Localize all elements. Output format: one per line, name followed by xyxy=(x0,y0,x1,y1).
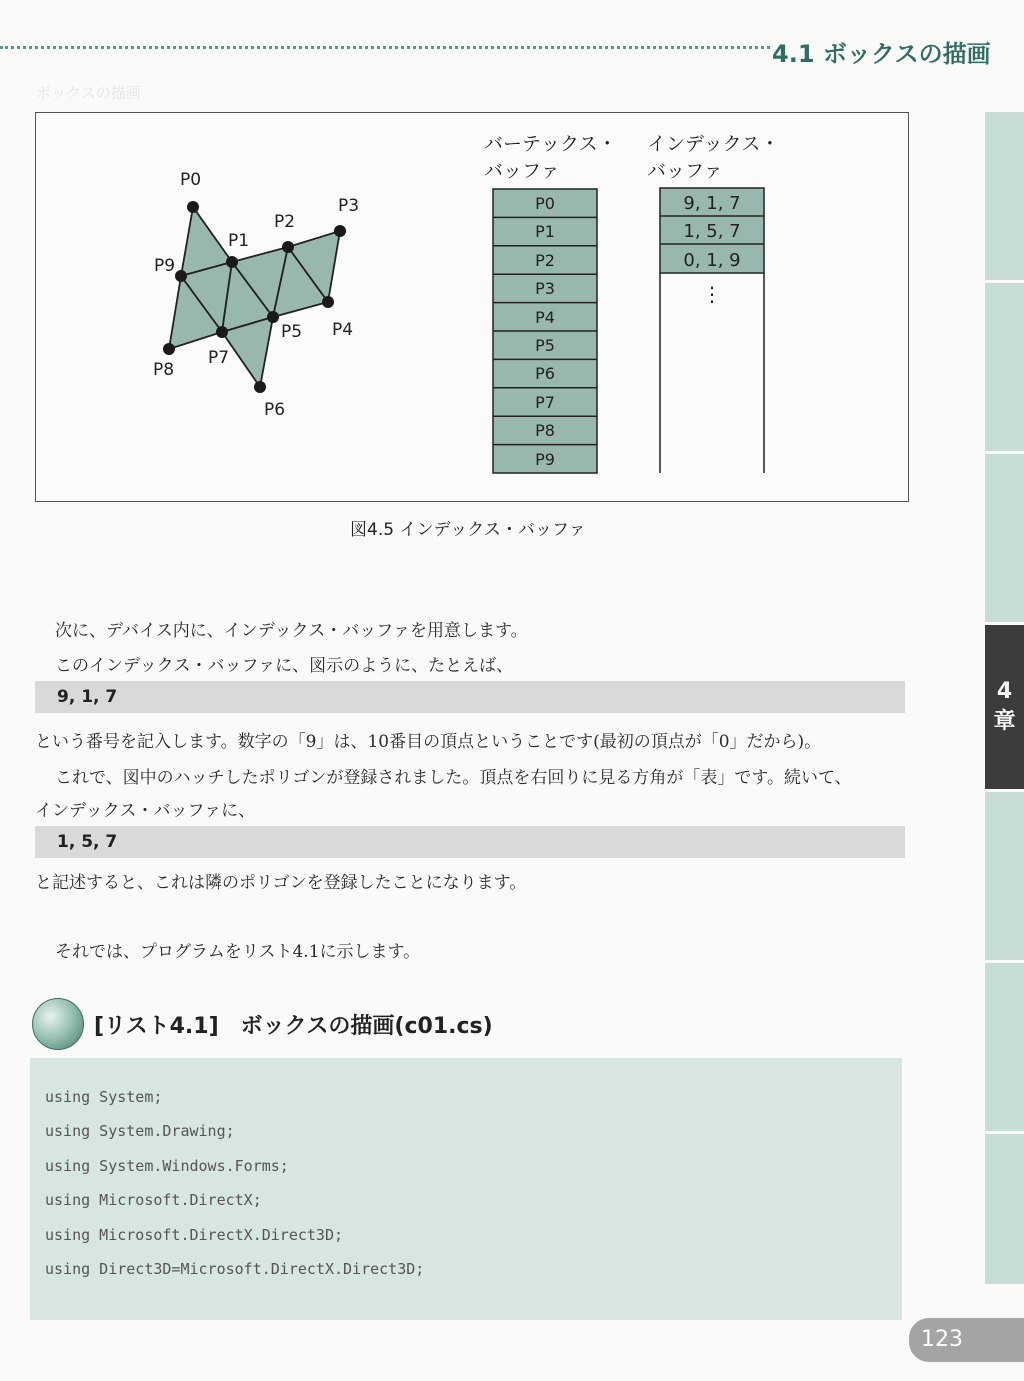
vertex-cell-6: P6 xyxy=(535,364,555,383)
vertex-buffer-title-line1: バーテックス・ xyxy=(484,133,617,155)
vertex-p1 xyxy=(226,256,238,268)
vertex-cell-8: P8 xyxy=(535,421,555,440)
tab-chapter-3 xyxy=(985,454,1024,625)
figure-caption: 図4.5 インデックス・バッファ xyxy=(350,520,586,540)
index-cell-1: 1, 5, 7 xyxy=(683,221,741,242)
label-p8: P8 xyxy=(153,360,175,380)
page-number: 123 xyxy=(909,1318,1024,1362)
paragraph-1: 次に、デバイス内に、インデックス・バッファを用意します。 xyxy=(55,621,528,641)
tab-chapter-6 xyxy=(985,963,1024,1134)
index-cell-2: 0, 1, 9 xyxy=(683,250,741,271)
paragraph-2: このインデックス・バッファに、図示のように、たとえば、 xyxy=(55,656,514,676)
label-p7: P7 xyxy=(208,348,230,368)
code-snippet-2: 1, 5, 7 xyxy=(35,826,905,858)
vertex-cell-4: P4 xyxy=(535,308,555,327)
index-cell-0: 9, 1, 7 xyxy=(683,193,741,214)
label-p0: P0 xyxy=(180,170,202,190)
ghost-show-through-text: ボックスの描画 xyxy=(36,84,141,102)
vertex-cell-0: P0 xyxy=(535,194,555,213)
tab-chapter-4[interactable] xyxy=(985,625,1024,792)
vertex-cell-1: P1 xyxy=(535,222,555,241)
vertex-p9 xyxy=(175,270,187,282)
vertex-p4 xyxy=(322,296,334,308)
vertex-p3 xyxy=(334,225,346,237)
mesh-polygons xyxy=(169,207,340,387)
code-snippet-1: 9, 1, 7 xyxy=(35,681,905,713)
label-p3: P3 xyxy=(338,196,360,216)
vertex-cell-5: P5 xyxy=(535,336,555,355)
code-line: using Microsoft.DirectX.Direct3D; xyxy=(45,1226,344,1244)
paragraph-4: これで、図中のハッチしたポリゴンが登録されました。頂点を右回りに見る方角が「表」です。続いて、 xyxy=(55,768,852,788)
vertex-p6 xyxy=(254,381,266,393)
code-line: using System.Windows.Forms; xyxy=(45,1157,289,1175)
listing-title: [リスト4.1] ボックスの描画(c01.cs) xyxy=(94,1013,493,1039)
paragraph-7: それでは、プログラムをリスト4.1に示します。 xyxy=(55,942,421,962)
vertex-cell-9: P9 xyxy=(535,450,555,469)
chapter-number: 4 xyxy=(996,679,1013,704)
chapter-tabs xyxy=(985,112,1024,1287)
vertex-p2 xyxy=(282,241,294,253)
label-p4: P4 xyxy=(332,320,354,340)
code-listing xyxy=(30,1058,902,1320)
vertex-p0 xyxy=(187,201,199,213)
index-buffer-title-line2: バッファ xyxy=(647,160,723,182)
label-p9: P9 xyxy=(154,256,176,276)
index-buffer xyxy=(660,188,764,473)
label-p2: P2 xyxy=(274,212,296,232)
code-line: using System.Drawing; xyxy=(45,1122,235,1140)
vertex-cell-3: P3 xyxy=(535,279,555,298)
listing-header xyxy=(32,998,493,1050)
code-line: using Microsoft.DirectX; xyxy=(45,1191,262,1209)
tab-chapter-2 xyxy=(985,283,1024,454)
label-p6: P6 xyxy=(264,400,286,420)
vertex-p8 xyxy=(163,343,175,355)
index-ellipsis: ⋮ xyxy=(702,282,722,306)
tab-chapter-7 xyxy=(985,1134,1024,1287)
code-line: using System; xyxy=(45,1088,163,1106)
paragraph-3: という番号を記入します。数字の「9」は、10番目の頂点ということです(最初の頂点が「0」だから)。 xyxy=(35,732,822,752)
vertex-cell-7: P7 xyxy=(535,393,555,412)
label-p5: P5 xyxy=(281,322,303,342)
code-line: using Direct3D=Microsoft.DirectX.Direct3D; xyxy=(45,1260,425,1278)
vertex-buffer-title-line2: バッファ xyxy=(484,160,560,182)
paragraph-6: と記述すると、これは隣のポリゴンを登録したことになります。 xyxy=(35,873,527,893)
figure-diagram xyxy=(36,113,908,501)
tab-chapter-1 xyxy=(985,112,1024,283)
label-p1: P1 xyxy=(228,231,250,251)
section-title: 4.1 ボックスの描画 xyxy=(772,40,991,68)
listing-bullet-icon xyxy=(32,998,84,1050)
vertex-p5 xyxy=(267,311,279,323)
tab-chapter-5 xyxy=(985,792,1024,963)
header-dotted-rule xyxy=(0,46,770,49)
paragraph-5: インデックス・バッファに、 xyxy=(35,801,256,821)
figure-index-buffer xyxy=(35,112,909,502)
vertex-cell-2: P2 xyxy=(535,251,555,270)
index-buffer-title-line1: インデックス・ xyxy=(647,133,780,155)
chapter-label: 章 xyxy=(993,709,1016,734)
vertex-p7 xyxy=(216,326,228,338)
vertex-buffer xyxy=(493,189,597,473)
